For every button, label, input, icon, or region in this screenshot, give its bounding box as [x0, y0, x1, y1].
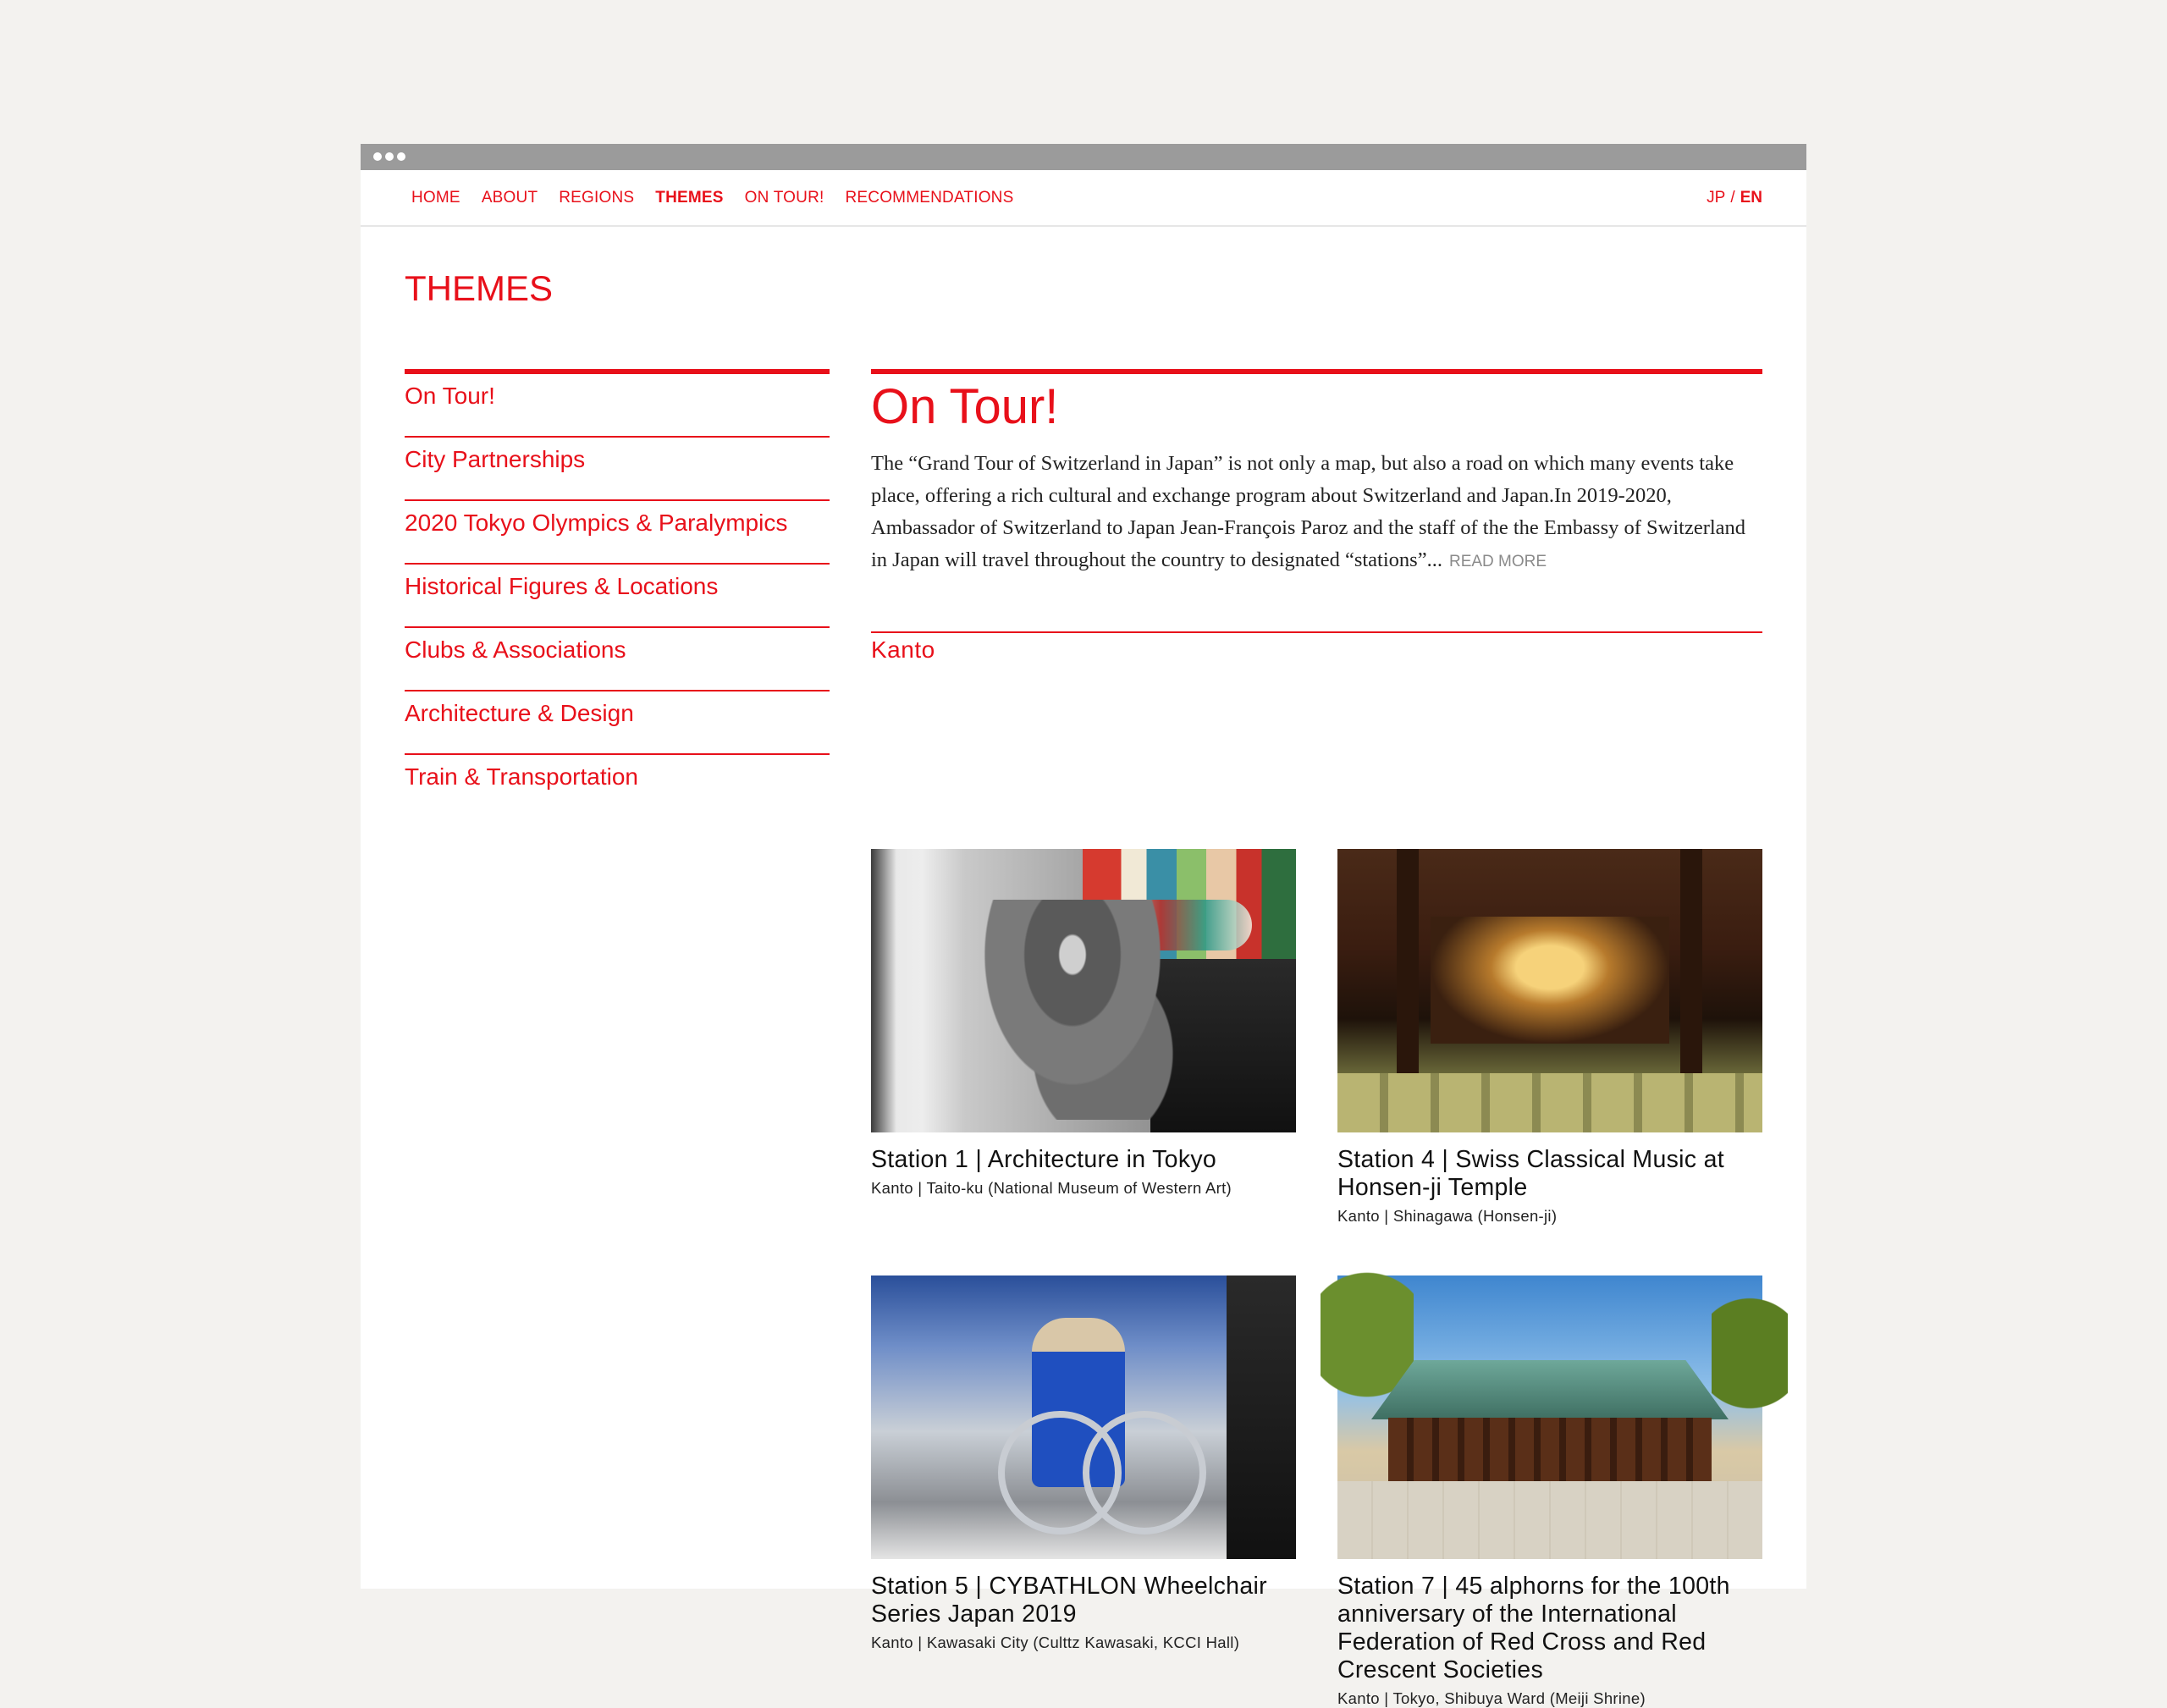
sidebar-item-historical[interactable]: Historical Figures & Locations	[405, 565, 830, 628]
sidebar-item-architecture[interactable]: Architecture & Design	[405, 691, 830, 755]
roof-shape	[1371, 1360, 1729, 1419]
browser-window	[361, 144, 1806, 1707]
station-image[interactable]	[1337, 1275, 1762, 1559]
language-switcher	[1707, 170, 1762, 225]
station-title[interactable]: Station 4 | Swiss Classical Music at Honsen-ji Temple	[1337, 1146, 1724, 1201]
sidebar-item-clubs[interactable]: Clubs & Associations	[405, 628, 830, 691]
top-navigation	[361, 170, 1806, 227]
sidebar-item-city-partnerships[interactable]: City Partnerships	[405, 438, 830, 501]
figure-shape	[981, 900, 1184, 1120]
station-card[interactable]	[871, 849, 1296, 1198]
mats-shape	[1337, 1073, 1762, 1132]
intro-text: The “Grand Tour of Switzerland in Japan” is not only a map, but also a road on which many events take place, offering a rich cultural and exchange program about Switzerland and Japan.In 2019-2020, Ambassador of Switzerland to Japan Jean-François Paroz and the staff of the the Embassy of Switzerland in Japan will travel throughout the country to designated “stations”...	[871, 451, 1746, 571]
station-title[interactable]: Station 7 | 45 alphorns for the 100th anniversary of the International Federation of Red Cross and Red Crescent Societies	[1337, 1573, 1730, 1683]
window-dot-icon	[373, 152, 382, 161]
station-location: Kanto | Tokyo, Shibuya Ward (Meiji Shrine)	[1337, 1689, 1646, 1707]
nav-home[interactable]: HOME	[411, 188, 460, 207]
lang-separator: /	[1730, 188, 1735, 207]
window-dot-icon	[397, 152, 405, 161]
page-title: THEMES	[405, 268, 554, 308]
wheel-shape	[1083, 1411, 1206, 1534]
station-title[interactable]: Station 1 | Architecture in Tokyo	[871, 1146, 1217, 1173]
lang-en[interactable]: EN	[1740, 188, 1762, 207]
main-menu	[411, 170, 1034, 225]
station-image[interactable]	[871, 1275, 1296, 1559]
intro-paragraph	[871, 448, 1762, 578]
person-shape	[1227, 1275, 1296, 1559]
nav-themes[interactable]: THEMES	[655, 188, 724, 207]
lang-jp[interactable]: JP	[1707, 188, 1726, 207]
station-location: Kanto | Shinagawa (Honsen-ji)	[1337, 1207, 1558, 1225]
hall-shape	[1388, 1418, 1712, 1481]
pillar-shape	[1680, 849, 1702, 1086]
nav-about[interactable]: ABOUT	[481, 188, 538, 207]
heading-rule	[871, 369, 1762, 374]
nav-on-tour[interactable]: ON TOUR!	[744, 188, 824, 207]
station-image[interactable]	[1337, 849, 1762, 1132]
section-heading: On Tour!	[871, 379, 1059, 434]
themes-sidebar	[405, 369, 830, 818]
station-image[interactable]	[871, 849, 1296, 1132]
station-title[interactable]: Station 5 | CYBATHLON Wheelchair Series Japan 2019	[871, 1573, 1267, 1628]
region-heading: Kanto	[871, 631, 1762, 664]
tree-shape	[1712, 1292, 1788, 1445]
station-location: Kanto | Kawasaki City (Culttz Kawasaki, KCCI Hall)	[871, 1634, 1240, 1651]
station-card[interactable]	[1337, 849, 1762, 1226]
read-more-link[interactable]: READ MORE	[1448, 552, 1547, 570]
sidebar-item-olympics[interactable]: 2020 Tokyo Olympics & Paralympics	[405, 501, 830, 565]
station-card[interactable]	[871, 1275, 1296, 1652]
main-content	[871, 369, 1762, 1707]
window-controls	[373, 152, 405, 161]
sidebar-item-on-tour[interactable]: On Tour!	[405, 374, 830, 438]
ground-shape	[1337, 1481, 1762, 1559]
nav-regions[interactable]: REGIONS	[559, 188, 635, 207]
nav-recommendations[interactable]: RECOMMENDATIONS	[845, 188, 1014, 207]
browser-titlebar	[361, 144, 1806, 170]
window-dot-icon	[385, 152, 394, 161]
pillar-shape	[1397, 849, 1419, 1086]
station-location: Kanto | Taito-ku (National Museum of Western Art)	[871, 1179, 1232, 1197]
sidebar-item-transport[interactable]: Train & Transportation	[405, 763, 638, 790]
stage-shape	[1431, 917, 1669, 1044]
station-card[interactable]	[1337, 1275, 1762, 1708]
